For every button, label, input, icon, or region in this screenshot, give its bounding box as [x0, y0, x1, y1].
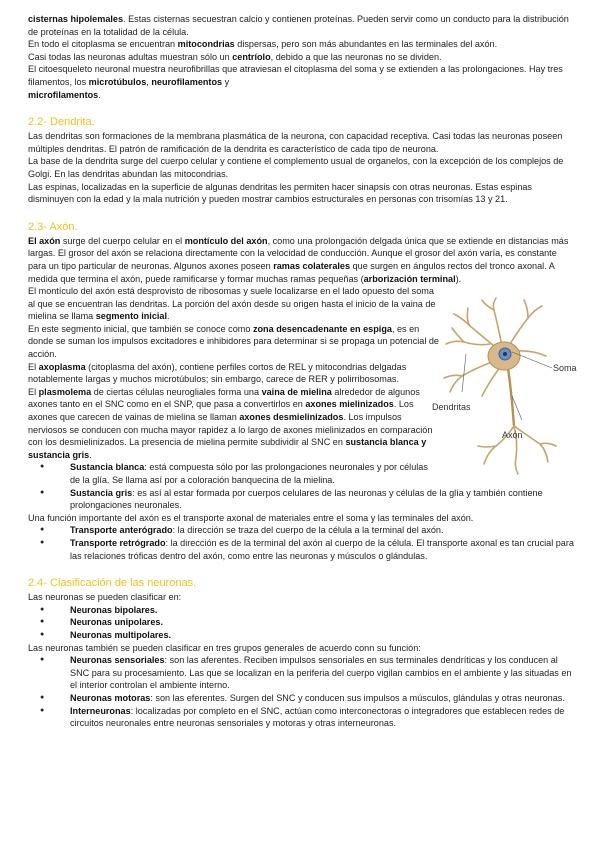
list-item: ● Neuronas motoras: son las eferentes. Surgen del SNC y conducen sus impulsos a músculos, glándulas y otras neuronas. [70, 692, 574, 705]
intro-paragraph-2: En todo el citoplasma se encuentran mitocondrias dispersas, pero son más abundantes en las terminales del axón. [28, 39, 498, 50]
intro-paragraph-3: Casi todas las neuronas adultas muestran sólo un centríolo, debido a que las neuronas no se dividen. [28, 51, 442, 62]
clasificacion-paragraph-2: Las neuronas también se pueden clasificar en tres grupos generales de acuerdo conn su función: [28, 642, 421, 653]
axon-paragraph-4: El axoplasma (citoplasma del axón), contiene perfiles cortos de REL y mitocondrias delgadas notablemente largas y muchos microtúbulos; sin embargo, carece de RER y polirribosomas. [28, 361, 407, 385]
label-soma: Soma [553, 363, 577, 373]
clasificacion-paragraph-1: Las neuronas se pueden clasificar en: [28, 592, 182, 603]
list-item: ● Sustancia gris: es así al estar formada por cuerpos celulares de las neuronas y células de la glía y también contiene prolongaciones neuronales. [70, 487, 574, 512]
intro-paragraph-1: cisternas hipolemales. Estas cisternas secuestran calcio y contienen proteínas. Pueden servir como un conducto para la distribución de proteínas en la totalidad de la célula. [28, 14, 569, 37]
neuron-types-list [28, 604, 574, 642]
dendrita-paragraph-2: La base de la dendrita surge del cuerpo celular y contiene el complemento usual de organelos, con la excepción de los complejos de Golgi. En las dendritas abundan las mitocondrias. [28, 156, 564, 179]
neuron-function-list [28, 654, 574, 730]
section-heading-dendrita: 2.2- Dendrita. [28, 116, 95, 129]
intro-paragraph-4: El citoesqueleto neuronal muestra neurofibrillas que atraviesan el citoplasma del soma y se extienden a las prolongaciones. Hay tres filamentos, los microtúbulos, neurofilamentos y microfilamentos. [28, 64, 563, 100]
neuron-diagram [432, 296, 592, 476]
list-item: ● Transporte anterógrado: la dirección se traza del cuerpo de la célula a la terminal del axón. [70, 524, 574, 537]
label-axon: Axón [502, 430, 523, 440]
list-item: ● Transporte retrógrado: la dirección es de la terminal del axón al cuerpo de la célula. El transporte axonal es tan crucial para las relaciones tróficas dentro del axón, como entre las neuronas y músculos o glándulas. [70, 537, 574, 562]
list-item: ● Neuronas bipolares. [70, 604, 574, 617]
section-heading-axon: 2.3- Axón. [28, 220, 78, 233]
list-item: ● Interneuronas: localizadas por completo en el SNC, actúan como interconectoras o integradores que establecen redes de circuitos neuronales entre neuronas sensoriales y motoras y otras interneuronas. [70, 705, 574, 730]
list-item: ● Sustancia blanca: está compuesta sólo por las prolongaciones neuronales y por células de la glía. Se llama así por a coloración banquecina de la mielina. [70, 461, 440, 486]
list-item: ● Neuronas multipolares. [70, 629, 574, 642]
transporte-list [28, 524, 574, 562]
list-item: ● Neuronas unipolares. [70, 616, 574, 629]
axon-paragraph-1: El axón surge del cuerpo celular en el montículo del axón, como una prolongación delgada única que se extiende en distancias más largas. El grosor del axón se relaciona directamente con la velocidad de conducción. Aunque el grosor del axón varía, es constante para un tipo particular de neuronas. Algunos axones poseen ramas colaterales que surgen en ángulos rectos del tronco axonal. A medida que termina el axón, puede ramificarse y formar muchas ramas pequeñas (arborización terminal). [28, 235, 569, 284]
dendrita-paragraph-1: Las dendritas son formaciones de la membrana plasmática de la neurona, con capacidad receptiva. Casi todas las neuronas poseen múltiples dendritas. El patrón de ramificación de la dendrita es característico de cada tipo de neurona. [28, 131, 563, 154]
axon-paragraph-5: El plasmolema de ciertas células neurogliales forma una vaina de mielina alrededor de algunos axones tanto en el SNC como en el SNP, que pasa a convertirlos en axones mielinizados. Los axones que carecen de vainas de mielina se llaman axones desmielinizados. Los impulsos nerviosos se conducen con mucha mayor rapidez a lo largo de axones mielinizados en comparación con los desmielinizados. La presencia de mielina permite subdividir al SNC en sustancia blanca y sustancia gris. [28, 386, 433, 460]
axon-paragraph-3: En este segmento inicial, que también se conoce como zona desencadenante en espiga, es en donde se suman los impulsos excitadores e inhibidores para determinar si se propaga un potencial de acción. [28, 323, 439, 360]
section-heading-clasificacion: 2.4- Clasificación de las neuronas. [28, 577, 197, 590]
axon-paragraph-2: El montículo del axón está desprovisto de ribosomas y suele localizarse en el lado opuesto del soma al que se encuentran las dendritas. La porción del axón desde su origen hasta el inicio de la vaina de mielina se llama segmento inicial. [28, 286, 436, 322]
label-dendritas: Dendritas [432, 402, 471, 412]
axon-paragraph-6: Una función importante del axón es el transporte axonal de materiales entre el soma y las terminales del axón. [28, 512, 474, 523]
neuron-illustration [432, 296, 592, 476]
list-item: ● Neuronas sensoriales: son las aferentes. Reciben impulsos sensoriales en sus terminales dendríticas y los conducen al SNC para su procesamiento. Las que se localizan en la periferia del cuerpo vigilan cambios en el ambiente y las situadas en el interior controlan el ambiente interno. [70, 654, 574, 692]
dendrita-paragraph-3: Las espinas, localizadas en la superficie de algunas dendritas les permiten hacer sinapsis con otras neuronas. Estas espinas disminuyen con la edad y la mala nutrición y pueden mostrar cambios estructurales en personas con trisomías 13 y 21. [28, 181, 532, 205]
